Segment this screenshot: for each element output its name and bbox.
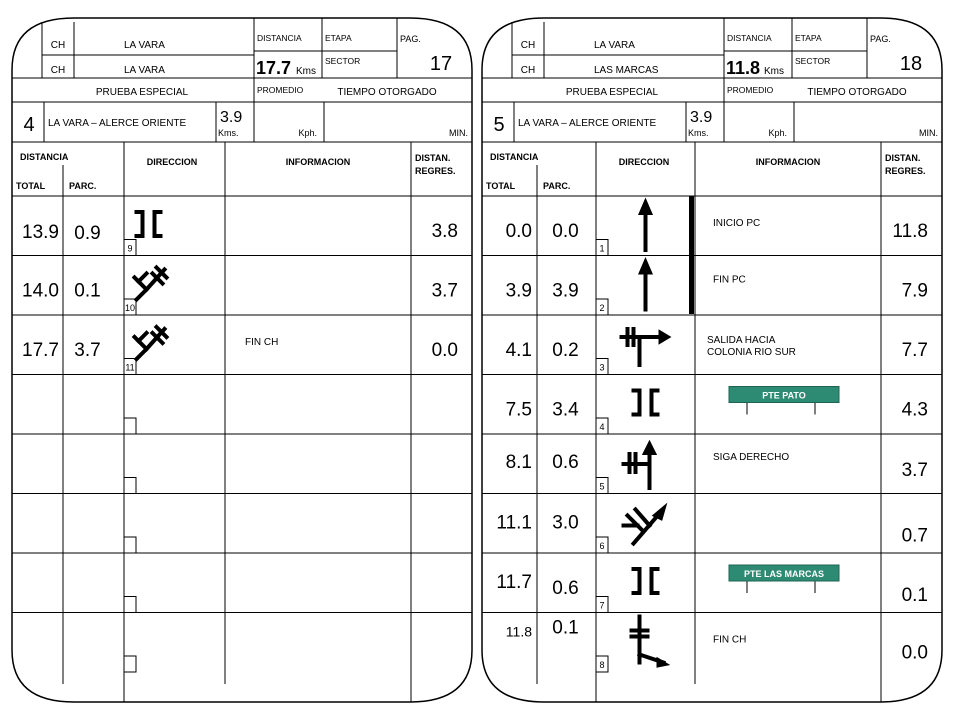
total-distance: 4.1 — [505, 340, 532, 361]
ch-place: LA VARA — [124, 65, 165, 76]
pag-label: PAG. — [870, 34, 891, 44]
distancia-value: 17.7 — [256, 58, 292, 78]
total-distance: 17.7 — [22, 340, 59, 361]
arrow-up-icon — [640, 260, 652, 310]
ch-place: LA VARA — [124, 40, 165, 51]
table-row — [482, 506, 942, 554]
instruction-number: 9 — [127, 243, 133, 254]
table-row — [12, 327, 472, 375]
col-distancia: DISTANCIA — [490, 152, 539, 162]
instruction-number-box — [124, 478, 136, 494]
instruction-number: 8 — [599, 660, 605, 670]
partial-distance: 0.1 — [74, 280, 101, 302]
pag-value: 17 — [429, 53, 453, 75]
pe-km-unit: Kms. — [688, 128, 709, 138]
col-direccion: DIRECCION — [618, 157, 670, 167]
instruction-number: 10 — [124, 303, 136, 313]
instruction-number: 5 — [599, 481, 605, 492]
table-row — [124, 656, 136, 672]
bridge-bracket-left — [137, 212, 143, 236]
info-text: FIN CH — [245, 337, 279, 348]
col-regres-2: REGRES. — [415, 166, 456, 176]
regres-distance: 0.0 — [901, 642, 928, 664]
partial-distance: 0.6 — [552, 578, 579, 599]
table-row — [482, 260, 942, 316]
total-distance: 11.7 — [496, 572, 532, 593]
regres-distance: 0.1 — [901, 585, 928, 606]
table-row — [482, 565, 942, 613]
distancia-label: DISTANCIA — [257, 33, 302, 43]
turn-right-icon — [622, 329, 670, 365]
total-distance: 13.9 — [22, 222, 59, 243]
col-total: TOTAL — [16, 181, 46, 191]
roadbook-page-1 — [12, 18, 472, 702]
total-distance: 3.9 — [505, 280, 532, 302]
ch-label: CH — [50, 40, 66, 51]
instruction-number: 7 — [599, 600, 605, 611]
partial-distance: 0.2 — [552, 340, 579, 361]
kph-unit: Kph. — [298, 128, 317, 138]
info-text — [707, 335, 796, 358]
arrow-head — [640, 260, 652, 274]
col-informacion: INFORMACION — [285, 157, 351, 167]
tiempo-label: TIEMPO OTORGADO — [337, 87, 437, 98]
bridge-icon — [137, 212, 161, 236]
regres-distance: 0.0 — [431, 340, 458, 361]
col-parc: PARC. — [543, 181, 571, 191]
etapa-label: ETAPA — [795, 33, 822, 43]
distancia-label: DISTANCIA — [727, 33, 772, 43]
pe-route: LA VARA – ALERCE ORIENTE — [48, 118, 187, 129]
regres-distance: 11.8 — [892, 221, 928, 242]
instruction-number-box — [124, 418, 136, 434]
table-row — [482, 329, 942, 375]
etapa-label: ETAPA — [325, 33, 352, 43]
info-text: SIGA DERECHO — [713, 452, 790, 463]
bridge-bracket-left — [634, 391, 640, 415]
distancia-value: 11.8 — [726, 58, 761, 78]
table-row — [506, 617, 928, 673]
info-line: COLONIA RIO SUR — [707, 347, 796, 358]
col-parc: PARC. — [69, 181, 97, 191]
distancia-unit: Kms — [764, 66, 784, 77]
sector-label: SECTOR — [795, 56, 831, 66]
turn-head — [660, 331, 670, 343]
tiempo-label: TIEMPO OTORGADO — [807, 87, 907, 98]
finish-head — [658, 659, 668, 667]
col-distancia: DISTANCIA — [20, 152, 69, 162]
arrow-up-icon — [640, 200, 652, 250]
bridge-bracket-right — [652, 391, 658, 415]
ch-place: LAS MARCAS — [594, 65, 659, 76]
regres-distance: 7.9 — [901, 280, 928, 302]
regres-distance: 3.8 — [431, 221, 458, 242]
partial-distance: 0.1 — [552, 617, 579, 639]
bridge-sign-label: PTE PATO — [762, 390, 806, 401]
table-row — [12, 537, 472, 553]
diag-icon — [624, 506, 666, 544]
partial-distance: 0.6 — [552, 452, 579, 473]
bridge-sign-label: PTE LAS MARCAS — [743, 569, 825, 579]
fork-icon — [135, 327, 167, 359]
total-distance: 11.1 — [496, 512, 532, 534]
pe-km-unit: Kms. — [218, 128, 239, 138]
pe-number: 4 — [23, 114, 35, 136]
sector-label: SECTOR — [325, 56, 361, 66]
pag-label: PAG. — [400, 34, 421, 44]
regres-distance: 3.7 — [901, 460, 928, 481]
col-total: TOTAL — [486, 181, 516, 191]
instruction-number: 3 — [599, 362, 605, 373]
partial-distance: 0.9 — [74, 223, 101, 244]
total-distance: 11.8 — [505, 623, 532, 640]
min-unit: MIN. — [919, 128, 938, 138]
info-text: INICIO PC — [713, 218, 761, 229]
ch-place: LA VARA — [594, 40, 635, 51]
straight-cross-icon — [624, 442, 656, 488]
promedio-label: PROMEDIO — [727, 85, 774, 95]
instruction-number: 4 — [599, 422, 605, 432]
partial-distance: 3.7 — [74, 340, 101, 361]
straight-head — [644, 442, 656, 454]
bridge-bracket-right — [652, 569, 658, 593]
finish-icon — [632, 617, 668, 667]
table-row — [12, 418, 472, 434]
regres-distance: 3.7 — [431, 280, 458, 302]
table-row — [482, 200, 942, 256]
regres-distance: 7.7 — [901, 340, 928, 361]
info-text: FIN PC — [713, 274, 746, 286]
col-informacion: INFORMACION — [755, 157, 821, 167]
bridge-icon — [634, 569, 658, 593]
straight-crossing — [624, 454, 650, 472]
instruction-number: 1 — [599, 243, 605, 254]
partial-distance: 3.4 — [552, 399, 579, 421]
total-distance: 7.5 — [505, 399, 532, 421]
pe-number: 5 — [493, 114, 505, 136]
total-distance: 0.0 — [505, 221, 532, 242]
instruction-number-box — [124, 656, 136, 672]
regres-distance: 4.3 — [901, 399, 928, 421]
instruction-number: 2 — [599, 303, 605, 313]
bridge-bracket-right — [155, 212, 161, 236]
prueba-label: PRUEBA ESPECIAL — [565, 87, 659, 98]
kph-unit: Kph. — [768, 128, 787, 138]
partial-distance: 3.9 — [552, 280, 579, 302]
instruction-number: 11 — [125, 362, 135, 373]
instruction-number-box — [124, 537, 136, 553]
pe-km: 3.9 — [690, 109, 713, 126]
col-direccion: DIRECCION — [146, 157, 198, 167]
arrow-head — [640, 200, 652, 214]
partial-distance: 3.0 — [552, 512, 579, 534]
table-row — [482, 387, 942, 435]
total-distance: 14.0 — [22, 280, 59, 302]
info-text: FIN CH — [713, 634, 747, 646]
table-row — [12, 597, 472, 613]
distancia-unit: Kms — [296, 66, 316, 77]
diag-shaft — [634, 514, 660, 544]
total-distance: 8.1 — [505, 452, 532, 473]
bridge-bracket-left — [634, 569, 640, 593]
table-row — [12, 478, 472, 494]
col-regres-1: DISTAN. — [885, 153, 921, 163]
promedio-label: PROMEDIO — [257, 85, 304, 95]
turn-crossing — [622, 329, 640, 345]
min-unit: MIN. — [449, 128, 468, 138]
control-zone-bar — [689, 196, 694, 314]
instruction-number-box — [124, 597, 136, 613]
partial-distance: 0.0 — [552, 221, 579, 242]
col-regres-1: DISTAN. — [415, 153, 451, 163]
pe-route: LA VARA – ALERCE ORIENTE — [518, 118, 657, 129]
ch-label: CH — [50, 65, 66, 76]
diag-head — [654, 506, 666, 520]
col-regres-2: REGRES. — [885, 166, 926, 176]
prueba-label: PRUEBA ESPECIAL — [95, 87, 189, 98]
bridge-icon — [634, 391, 658, 415]
instruction-number: 6 — [599, 541, 605, 551]
table-row — [12, 212, 472, 256]
fork-icon — [135, 268, 167, 300]
regres-distance: 0.7 — [901, 525, 928, 547]
pag-value: 18 — [899, 53, 923, 75]
roadbook-page-2 — [482, 18, 942, 702]
pe-km: 3.9 — [220, 109, 243, 126]
table-row — [12, 268, 472, 316]
ch-label: CH — [520, 40, 536, 51]
ch-label: CH — [520, 65, 536, 76]
table-row — [482, 442, 942, 494]
info-line: SALIDA HACIA — [707, 335, 776, 346]
